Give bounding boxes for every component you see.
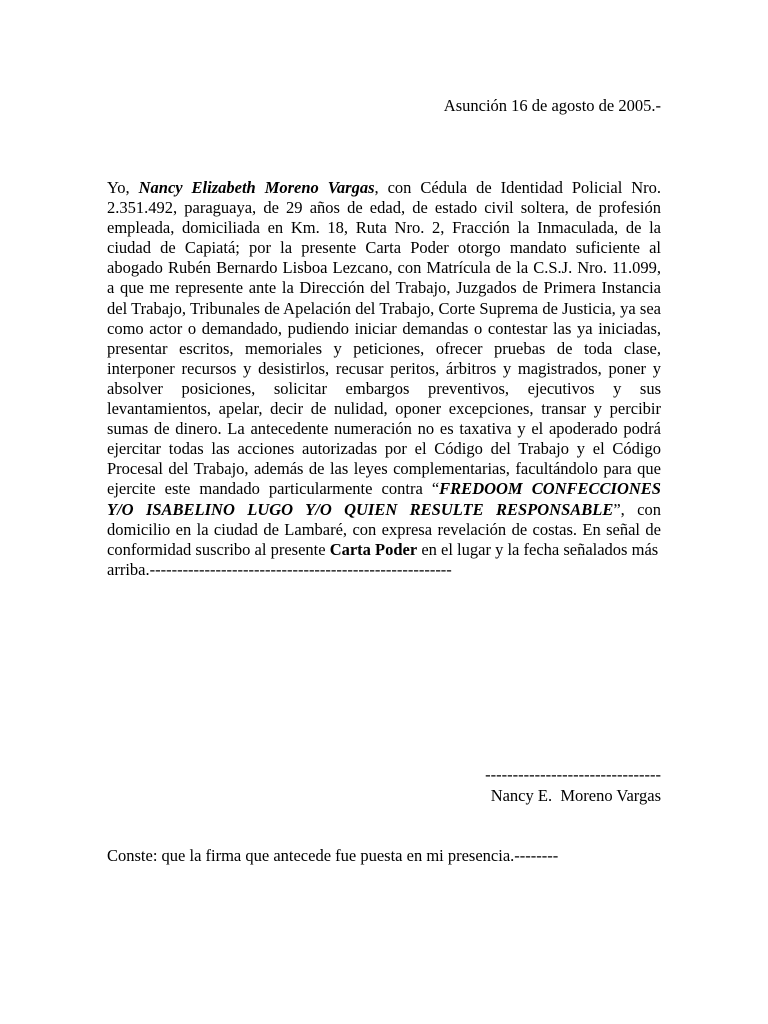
paragraph-text-3: en el lugar y la fecha señalados más: [417, 539, 659, 559]
grantor-name: Nancy Elizabeth Moreno Vargas: [138, 178, 375, 197]
paragraph-intro: Yo,: [107, 178, 139, 197]
document-type: Carta Poder: [329, 539, 418, 559]
signatory-name: Nancy E. Moreno Vargas: [490, 786, 661, 805]
signature-block: [485, 764, 661, 806]
power-of-attorney-paragraph: [107, 178, 661, 580]
paragraph-text-2: ”, con domicilio en la ciudad de Lambaré, con expresa revelación de costas. En señal de conformidad suscribo al presente: [107, 499, 661, 559]
defendant-name: FREDOOM CONFECCIONES Y/O ISABELINO LUGO Y/O QUIEN RESULTE RESPONSABLE: [107, 479, 661, 519]
certification-line: Conste: que la firma que antecede fue puesta en mi presencia.--------: [107, 846, 559, 865]
date-line: Asunción 16 de agosto de 2005.-: [443, 96, 661, 115]
paragraph-text-1: , con Cédula de Identidad Policial Nro. 2.351.492, paraguaya, de 29 años de edad, de estado civil soltera, de profesión empleada, domiciliada en Km. 18, Ruta Nro. 2, Fracción la Inmaculada, de la ciudad de Capiatá; por la presente Carta Poder otorgo mandato suficiente al abogado Rubén Bernardo Lisboa Lezcano, con Matrícula de la C.S.J. Nro. 11.099, a que me represente ante la Dirección del Trabajo, Juzgados de Primera Instancia del Trabajo, Tribunales de Apelación del Trabajo, Corte Suprema de Justicia, ya sea como actor o demandado, pudiendo iniciar demandas o contestar las ya iniciadas, presentar escritos, memoriales y peticiones, ofrecer pruebas de toda clase, interponer recursos y desistirlos, recusar peritos, árbitros y magistrados, poner y absolver posiciones, solicitar embargos preventivos, ejecutivos y sus levantamientos, apelar, decir de nulidad, oponer excepciones, transar y percibir sumas de dinero. La antecedente numeración no es taxativa y el apoderado podrá ejercitar todas las acciones autorizadas por el Código del Trabajo y el Código Procesal del Trabajo, además de las leyes complementarias, facultándolo para que ejercite este mandado particularmente contra “: [107, 178, 662, 499]
signature-line: --------------------------------: [485, 765, 661, 784]
paragraph-text-4: arriba.-------------------------------------------------------: [107, 559, 452, 579]
